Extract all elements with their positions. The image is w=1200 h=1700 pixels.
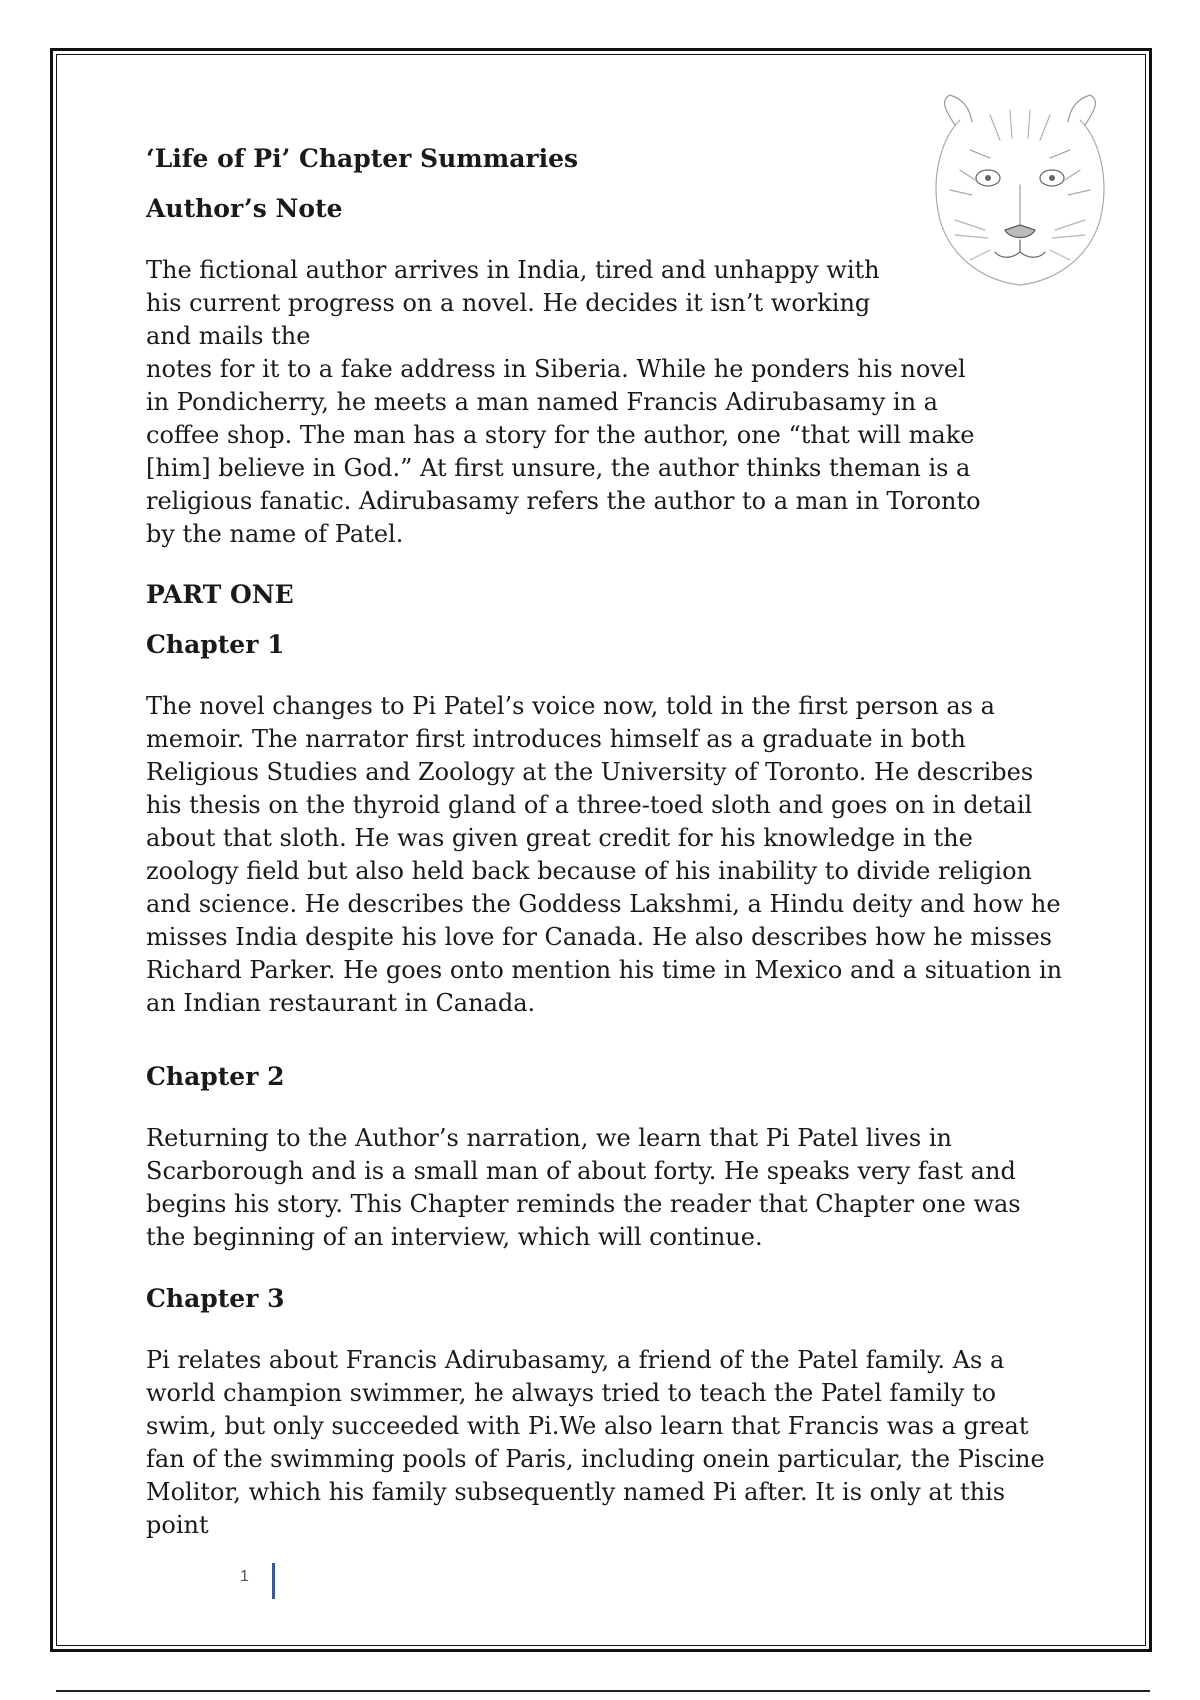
text-cursor[interactable] — [272, 1563, 275, 1599]
document-body — [146, 142, 1066, 1542]
chapter-1-heading: Chapter 1 — [146, 630, 285, 659]
authors-note-heading: Author’s Note — [146, 194, 343, 223]
chapter-2-heading: Chapter 2 — [146, 1062, 285, 1091]
chapter-2-text: Returning to the Author’s narration, we learn that Pi Patel lives in Scarborough and is a small man of about forty. He speaks very fast and begins his story. This Chapter reminds the reader that Chapter one was the beginning of an interview, which will continue. — [146, 1124, 1021, 1251]
chapter-1-text: The novel changes to Pi Patel’s voice now, told in the first person as a memoir. The narrator first introduces himself as a graduate in both Religious Studies and Zoology at the University of Toronto. He describes his thesis on the thyroid gland of a three-toed sloth and goes on in detail about that sloth. He was given great credit for his knowledge in the zoology field but also held back because of his inability to divide religion and science. He describes the Goddess Lakshmi, a Hindu deity and how he misses India despite his love for Canada. He also describes how he misses Richard Parker. He goes onto mention his time in Mexico and a situation in an Indian restaurant in Canada. — [146, 692, 1063, 1017]
chapter-3-heading: Chapter 3 — [146, 1284, 285, 1313]
page-bottom-rule — [56, 1690, 1150, 1692]
chapter-3-text: Pi relates about Francis Adirubasamy, a friend of the Patel family. As a world champion swimmer, he always tried to teach the Patel family to swim, but only succeeded with Pi.We also learn that Francis was a great fan of the swimming pools of Paris, including onein particular, the Piscine Molitor, which his family subsequently named Pi after. It is only at this point — [146, 1346, 1045, 1539]
authors-note-paragraph-2: notes for it to a fake address in Siberia. While he ponders his novel in Pondicherry, he meets a man named Francis Adirubasamy in a coffee shop. The man has a story for the author, one “that will make [him] believe in God.” At first unsure, the author thinks theman is a religious fanatic. Adirubasamy refers the author to a man in Toronto by the name of Patel. — [146, 355, 981, 548]
document-title: ‘Life of Pi’ Chapter Summaries — [146, 144, 579, 173]
page-number: 1 — [240, 1568, 249, 1585]
authors-note-paragraph-1: The fictional author arrives in India, tired and unhappy with his current progress on a novel. He decides it isn’t working and mails the — [146, 256, 880, 350]
part-one-heading: PART ONE — [146, 580, 294, 609]
